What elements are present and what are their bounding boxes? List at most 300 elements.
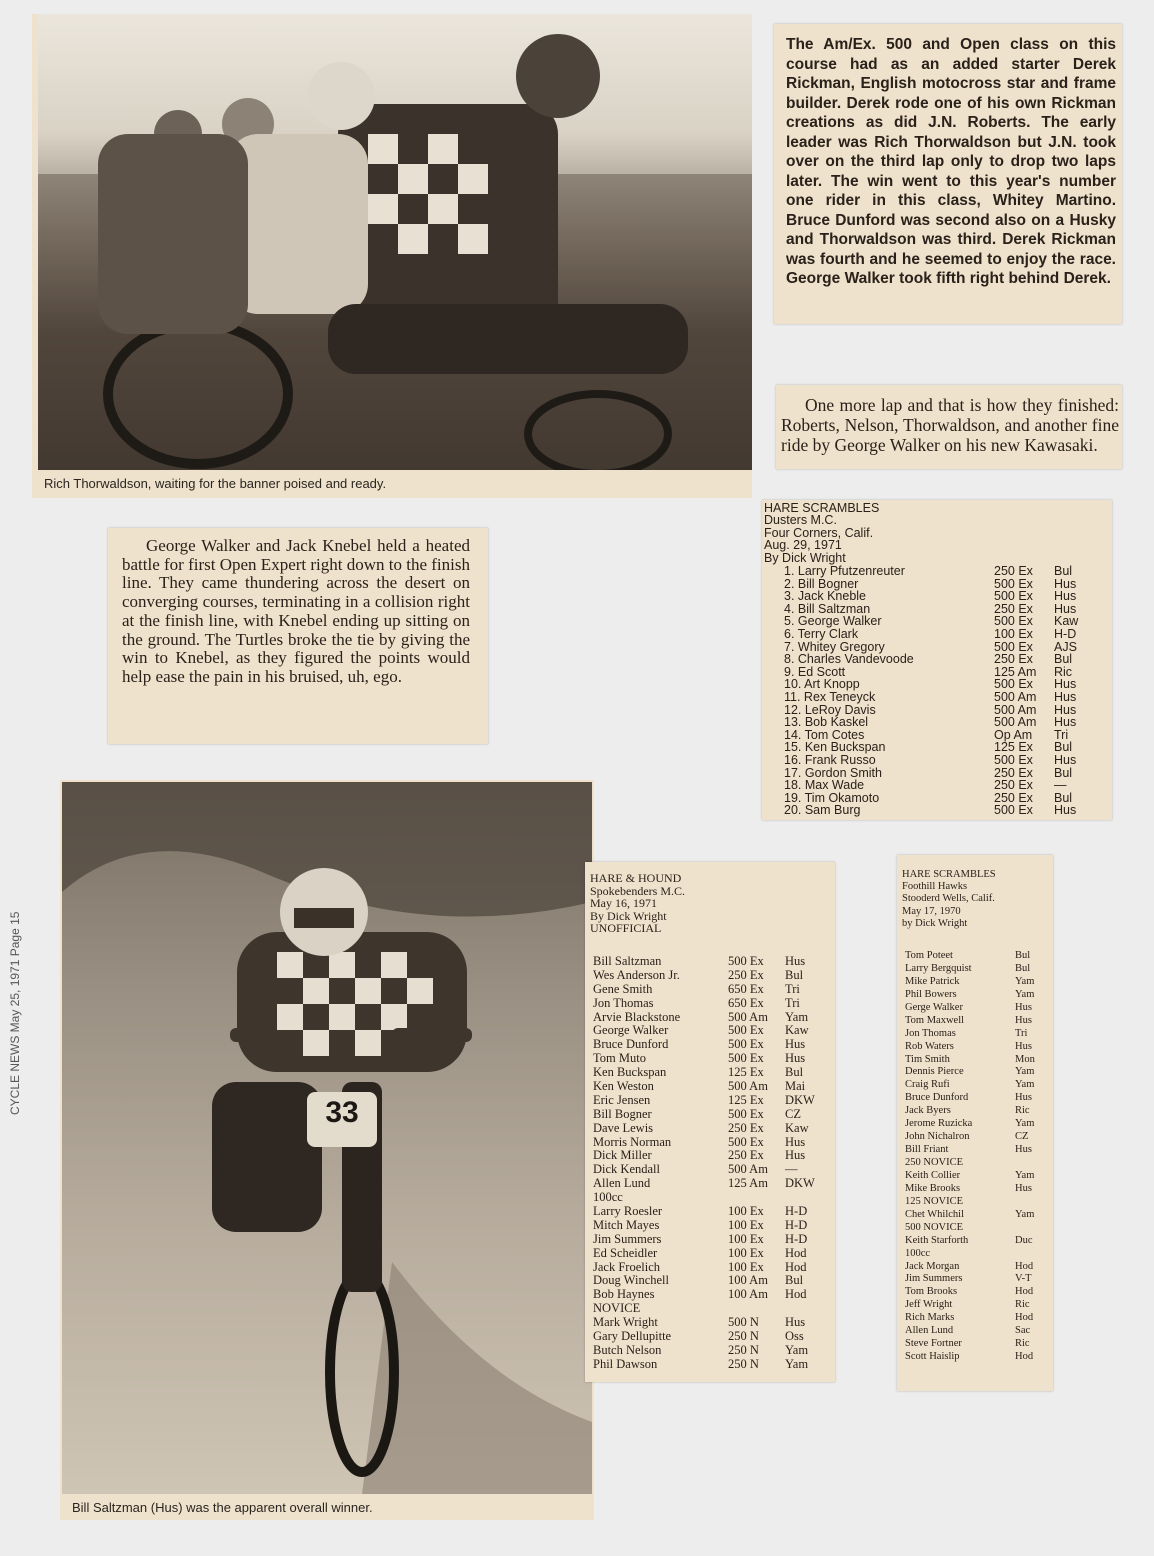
- photo-caption-bottom: Bill Saltzman (Hus) was the apparent overall winner.: [72, 1500, 373, 1515]
- results-clipping-foothill: [897, 855, 1053, 1391]
- class-entry: 500 Ex: [994, 576, 1033, 591]
- rider-name: Jon Thomas: [905, 1027, 956, 1039]
- rider-name: Steve Fortner: [905, 1338, 962, 1350]
- class-entry: Hod: [1015, 1260, 1034, 1272]
- rider-name: 250 NOVICE: [905, 1157, 964, 1168]
- make-entry: Hus: [1054, 803, 1077, 818]
- rider-name: Larry Bergquist: [905, 962, 972, 974]
- result-row: [590, 1233, 830, 1247]
- rider-name: NOVICE: [593, 1301, 641, 1316]
- photo-clipping-bottom: [60, 780, 594, 1520]
- rider-name: Ken Weston: [593, 1079, 654, 1094]
- result-row: [590, 1205, 830, 1219]
- rider-name: 100cc: [905, 1247, 931, 1259]
- make-entry: Ric: [1054, 664, 1073, 679]
- result-row: [902, 1299, 1050, 1312]
- rider-name: Tom Poteet: [905, 950, 953, 961]
- class-entry: 500 Ex: [994, 752, 1033, 767]
- result-row: [590, 1038, 830, 1052]
- make-entry: Hus: [785, 1148, 806, 1163]
- class-entry: Hod: [1015, 1286, 1034, 1298]
- result-row: [902, 1248, 1050, 1261]
- results-header-line: HARE SCRAMBLES: [764, 501, 880, 515]
- rider-name: 500 NOVICE: [905, 1221, 964, 1233]
- rider-name: Scott Haislip: [905, 1351, 960, 1363]
- results-header-line: Stooderd Wells, Calif.: [902, 893, 995, 905]
- publication-credit: CYCLE NEWS May 25, 1971 Page 15: [8, 911, 22, 1115]
- rider-name: 10. Art Knopp: [784, 677, 860, 692]
- result-row: [764, 691, 1110, 704]
- result-row: [902, 1338, 1050, 1351]
- rider-name: Tom Muto: [593, 1051, 646, 1066]
- make-entry: —: [785, 1162, 798, 1177]
- results-clipping-spokebenders: [585, 862, 835, 1382]
- make-entry: Hus: [1054, 689, 1077, 704]
- result-row: [590, 1261, 830, 1275]
- class-entry: 650 Ex: [728, 995, 764, 1010]
- class-entry: 250 Ex: [994, 564, 1033, 578]
- rider-name: 6. Terry Clark: [784, 626, 859, 641]
- class-entry: Sac: [1015, 1325, 1031, 1337]
- class-entry: 250 Ex: [994, 652, 1033, 667]
- make-entry: H-D: [785, 1217, 808, 1232]
- rider-name: 8. Charles Vandevoode: [784, 652, 914, 667]
- class-entry: 500 Ex: [994, 614, 1033, 629]
- result-row: [902, 1157, 1050, 1170]
- result-row: [764, 590, 1110, 603]
- rider-name: Mark Wright: [593, 1315, 658, 1330]
- class-entry: 500 Ex: [728, 1037, 764, 1052]
- result-row: [902, 1066, 1050, 1079]
- make-entry: Hus: [1054, 677, 1077, 692]
- rider-name: 9. Ed Scott: [784, 664, 846, 679]
- class-entry: 250 N: [728, 1329, 759, 1344]
- make-entry: Kaw: [785, 1023, 809, 1038]
- rider-name: 5. George Walker: [784, 614, 882, 629]
- make-entry: Hus: [785, 1037, 806, 1052]
- rider-name: Doug Winchell: [593, 1273, 669, 1288]
- make-entry: Bul: [1054, 652, 1073, 667]
- rider-name: 15. Ken Buckspan: [784, 740, 886, 755]
- class-entry: Ric: [1015, 1299, 1030, 1311]
- result-row: [764, 804, 1110, 817]
- result-row: [902, 1312, 1050, 1325]
- class-entry: 650 Ex: [728, 981, 764, 996]
- class-entry: 500 Am: [728, 1009, 768, 1024]
- photo-clipping-top: [32, 14, 752, 498]
- result-row: [764, 565, 1110, 578]
- class-entry: 100 Ex: [728, 1231, 764, 1246]
- rider-name: Allen Lund: [905, 1325, 954, 1337]
- results-header-line: Aug. 29, 1971: [764, 538, 842, 553]
- rider-name: Bill Friant: [905, 1144, 949, 1156]
- make-entry: CZ: [785, 1106, 801, 1121]
- result-row: [590, 1163, 830, 1177]
- class-entry: 500 N: [728, 1315, 759, 1330]
- result-row: [902, 1028, 1050, 1041]
- class-entry: Yam: [1015, 1079, 1035, 1091]
- rider-name: Bill Saltzman: [593, 954, 662, 968]
- class-entry: 500 Ex: [728, 954, 764, 968]
- rider-name: Jon Thomas: [593, 995, 654, 1010]
- result-row: [902, 1105, 1050, 1118]
- result-row: [902, 1170, 1050, 1183]
- rider-name: 11. Rex Teneyck: [784, 689, 876, 704]
- results-header-line: May 16, 1971: [590, 896, 657, 910]
- class-entry: 500 Am: [728, 1079, 768, 1094]
- class-entry: 500 Am: [994, 702, 1037, 717]
- make-entry: Yam: [785, 1356, 809, 1371]
- rider-name: Dick Kendall: [593, 1162, 660, 1177]
- class-entry: Ric: [1015, 1338, 1030, 1350]
- rider-name: Craig Rufi: [905, 1079, 950, 1091]
- results-header-line: by Dick Wright: [902, 917, 968, 929]
- rider-name: Mitch Mayes: [593, 1217, 660, 1232]
- class-entry: 250 N: [728, 1356, 759, 1371]
- result-row: [902, 1079, 1050, 1092]
- results-header-line: Dusters M.C.: [764, 513, 837, 528]
- result-row: [590, 1247, 830, 1261]
- result-row: [902, 1131, 1050, 1144]
- rider-name: Arvie Blackstone: [593, 1009, 681, 1024]
- class-entry: Bul: [1015, 950, 1031, 961]
- class-entry: Tri: [1015, 1027, 1028, 1039]
- rider-name: 13. Bob Kaskel: [784, 715, 869, 730]
- result-row: [590, 955, 830, 969]
- race-start-photo: [38, 14, 752, 470]
- rider-name: 2. Bill Bogner: [784, 576, 859, 591]
- make-entry: AJS: [1054, 639, 1077, 654]
- rider-name: 4. Bill Saltzman: [784, 601, 871, 616]
- rider-name: Jack Morgan: [905, 1260, 960, 1272]
- result-row: [902, 1196, 1050, 1209]
- result-row: [590, 1052, 830, 1066]
- class-entry: 500 Am: [728, 1162, 768, 1177]
- rider-name: 12. LeRoy Davis: [784, 702, 876, 717]
- class-entry: Hus: [1015, 1014, 1032, 1026]
- class-entry: Yam: [1015, 1118, 1035, 1130]
- results-header-line: Spokebenders M.C.: [590, 883, 685, 898]
- class-entry: 500 Ex: [728, 1106, 764, 1121]
- class-entry: 100 Ex: [728, 1204, 764, 1219]
- rider-name: Rob Waters: [905, 1040, 954, 1052]
- rider-name: Gerge Walker: [905, 1001, 963, 1013]
- rider-name: Dick Miller: [593, 1148, 652, 1163]
- rider-name: Gene Smith: [593, 981, 653, 996]
- class-entry: 100 Ex: [994, 626, 1033, 641]
- result-row: [590, 1288, 830, 1302]
- make-entry: Hus: [1054, 589, 1077, 604]
- make-entry: DKW: [785, 1176, 815, 1191]
- result-row: [590, 1011, 830, 1025]
- result-row: [902, 1273, 1050, 1286]
- class-entry: Bul: [1015, 962, 1031, 974]
- make-entry: Bul: [785, 1065, 804, 1080]
- result-row: [902, 1144, 1050, 1157]
- rider-name: Allen Lund: [593, 1176, 651, 1191]
- result-row: [764, 716, 1110, 729]
- class-entry: Yam: [1015, 988, 1035, 1000]
- rider-name: Keith Starforth: [905, 1234, 969, 1246]
- rider-name: Dave Lewis: [593, 1120, 654, 1135]
- rider-name: Jim Summers: [593, 1231, 662, 1246]
- results-header-line: Foothill Hawks: [902, 881, 968, 893]
- make-entry: Bul: [1054, 740, 1073, 755]
- rider-name: George Walker: [593, 1023, 669, 1038]
- make-entry: —: [1054, 778, 1067, 793]
- rider-name: Morris Norman: [593, 1134, 672, 1149]
- article-clipping-2: [776, 385, 1122, 469]
- rider-name: Larry Roesler: [593, 1204, 663, 1219]
- rider-name: Bob Haynes: [593, 1287, 655, 1302]
- make-entry: H-D: [1054, 626, 1077, 641]
- rider-name: Mike Patrick: [905, 975, 960, 987]
- class-entry: Yam: [1015, 1169, 1035, 1181]
- result-row: [590, 1080, 830, 1094]
- class-entry: 500 Am: [994, 715, 1037, 730]
- class-entry: 100 Ex: [728, 1259, 764, 1274]
- result-row: [764, 628, 1110, 641]
- rider-name: John Nichalron: [905, 1131, 970, 1143]
- class-entry: 125 Am: [728, 1176, 768, 1191]
- rider-name: 125 NOVICE: [905, 1195, 964, 1207]
- result-row: [764, 653, 1110, 666]
- class-entry: 100 Am: [728, 1287, 768, 1302]
- result-row: [590, 1219, 830, 1233]
- result-row: [902, 1002, 1050, 1015]
- make-entry: Hus: [785, 1315, 806, 1330]
- rider-name: Jerome Ruzicka: [905, 1118, 973, 1130]
- result-row: [902, 989, 1050, 1002]
- make-entry: Bul: [785, 967, 804, 982]
- class-entry: Yam: [1015, 1066, 1035, 1078]
- results-header-line: HARE & HOUND: [590, 871, 682, 885]
- class-entry: 250 Ex: [994, 790, 1033, 805]
- article-text-1: The Am/Ex. 500 and Open class on this course had as an added starter Derek Rickman, English motocross star and frame builder. Derek rode one of his own Rickman creations as did J.N. Roberts. The early leader was Rich Thorwaldson but J.N. took over on the third lap only to drop two laps later. The win went to this year's number one rider in this class, Whitey Martino. Bruce Dunford was second also on a Husky and Thorwaldson was third. Derek Rickman was fourth and he seemed to enjoy the race. George Walker took fifth right behind Derek.: [786, 36, 1116, 287]
- class-entry: 500 Ex: [728, 1051, 764, 1066]
- make-entry: Bul: [1054, 765, 1073, 780]
- result-row: [590, 1108, 830, 1122]
- class-entry: Yam: [1015, 975, 1035, 987]
- class-entry: 100 Ex: [728, 1245, 764, 1260]
- make-entry: Hus: [785, 1051, 806, 1066]
- rider-name: 20. Sam Burg: [784, 803, 861, 818]
- rider-name: Jack Froelich: [593, 1259, 660, 1274]
- class-entry: 500 Ex: [994, 639, 1033, 654]
- class-entry: 500 Am: [994, 689, 1037, 704]
- result-row: [590, 1149, 830, 1163]
- class-entry: CZ: [1015, 1131, 1029, 1143]
- make-entry: Hod: [785, 1259, 807, 1274]
- rider-name: 14. Tom Cotes: [784, 727, 865, 742]
- class-entry: 250 Ex: [728, 1148, 764, 1163]
- rider-name: Chet Whilchil: [905, 1208, 965, 1220]
- make-entry: Hus: [1054, 702, 1077, 717]
- result-row: [902, 1041, 1050, 1054]
- make-entry: Oss: [785, 1329, 804, 1344]
- rider-name: 17. Gordon Smith: [784, 765, 882, 780]
- rider-name: 7. Whitey Gregory: [784, 639, 885, 654]
- rider-name: Bill Bogner: [593, 1106, 652, 1121]
- make-entry: Hus: [785, 1134, 806, 1149]
- result-row: [902, 1183, 1050, 1196]
- class-entry: V-T: [1015, 1273, 1032, 1285]
- result-row: [590, 1274, 830, 1288]
- class-entry: Hus: [1015, 1001, 1032, 1013]
- make-entry: Tri: [785, 981, 800, 996]
- make-entry: Yam: [785, 1342, 809, 1357]
- results-header-line: By Dick Wright: [764, 550, 846, 565]
- rider-name: Jim Summers: [905, 1273, 963, 1285]
- rider-name: Rich Marks: [905, 1312, 955, 1324]
- make-entry: Mai: [785, 1079, 806, 1094]
- class-entry: Ric: [1015, 1105, 1030, 1117]
- make-entry: Hus: [1054, 715, 1077, 730]
- rider-name: Tom Maxwell: [905, 1014, 965, 1026]
- rider-name: Tim Smith: [905, 1053, 950, 1065]
- rider-name: Bruce Dunford: [593, 1037, 669, 1052]
- rider-name: Tom Brooks: [905, 1286, 958, 1298]
- rider-photo: [62, 782, 592, 1494]
- rider-name: Phil Dawson: [593, 1356, 658, 1371]
- class-entry: 125 Ex: [728, 1092, 764, 1107]
- result-row: [590, 1191, 830, 1205]
- class-entry: Hod: [1015, 1312, 1034, 1324]
- result-row: [902, 1209, 1050, 1222]
- rider-name: Jack Byers: [905, 1105, 951, 1117]
- result-row: [590, 1177, 830, 1191]
- results-header-line: Four Corners, Calif.: [764, 525, 874, 540]
- article-text-2: One more lap and that is how they finished: Roberts, Nelson, Thorwaldson, and another fine ride by George Walker on his new Kawasaki.: [781, 395, 1119, 455]
- result-row: [902, 1261, 1050, 1274]
- result-row: [764, 754, 1110, 767]
- rider-name: Gary Dellupitte: [593, 1329, 672, 1344]
- class-entry: Yam: [1015, 1208, 1035, 1220]
- make-entry: DKW: [785, 1092, 815, 1107]
- class-entry: 500 Ex: [728, 1134, 764, 1149]
- make-entry: Hod: [785, 1287, 807, 1302]
- rider-name: Phil Bowers: [905, 988, 957, 1000]
- result-row: [902, 1325, 1050, 1338]
- rider-name: Keith Collier: [905, 1169, 961, 1181]
- result-row: [902, 976, 1050, 989]
- rider-name: 18. Max Wade: [784, 778, 865, 793]
- result-row: [902, 1015, 1050, 1028]
- rider-name: Ken Buckspan: [593, 1065, 667, 1080]
- article-clipping-3: [108, 528, 488, 744]
- class-entry: 125 Ex: [994, 740, 1033, 755]
- article-text-3: George Walker and Jack Knebel held a heated battle for first Open Expert right down to the finish line. They came thundering across the desert on converging courses, terminating in a collision right at the finish line, with Knebel ending up sitting on the ground. The Turtles broke the tie by giving the win to Knebel, as they figured the points would help ease the pain in his bruised, uh, ego.: [122, 536, 470, 686]
- class-entry: 250 Ex: [994, 778, 1033, 793]
- class-entry: 100 Am: [728, 1273, 768, 1288]
- class-entry: 125 Am: [994, 664, 1037, 679]
- result-row: [590, 969, 830, 983]
- results-header-line: By Dick Wright: [590, 908, 667, 923]
- class-entry: 250 Ex: [728, 1120, 764, 1135]
- class-entry: 250 Ex: [728, 967, 764, 982]
- make-entry: Yam: [785, 1009, 809, 1024]
- result-row: [590, 1024, 830, 1038]
- rider-name: 1. Larry Pfutzenreuter: [784, 564, 905, 578]
- class-entry: Hod: [1015, 1351, 1034, 1363]
- result-row: [902, 1235, 1050, 1248]
- make-entry: H-D: [785, 1231, 808, 1246]
- make-entry: Hus: [1054, 601, 1077, 616]
- result-row: [902, 1222, 1050, 1235]
- result-row: [590, 1066, 830, 1080]
- rider-name: 100cc: [593, 1190, 623, 1205]
- rider-name: Ed Scheidler: [593, 1245, 658, 1260]
- result-row: [590, 1122, 830, 1136]
- rider-name: 16. Frank Russo: [784, 752, 876, 767]
- class-entry: 500 Ex: [728, 1023, 764, 1038]
- article-clipping-1: [774, 24, 1122, 324]
- make-entry: H-D: [785, 1204, 808, 1219]
- class-entry: 250 Ex: [994, 765, 1033, 780]
- class-entry: 250 Ex: [994, 601, 1033, 616]
- result-row: [590, 1094, 830, 1108]
- result-row: [590, 983, 830, 997]
- class-entry: 500 Ex: [994, 803, 1033, 818]
- result-row: [590, 997, 830, 1011]
- rider-name: 3. Jack Kneble: [784, 589, 866, 604]
- result-row: [902, 963, 1050, 976]
- result-row: [902, 1092, 1050, 1105]
- photo-caption-top: Rich Thorwaldson, waiting for the banner poised and ready.: [44, 476, 387, 491]
- result-row: [902, 1054, 1050, 1067]
- result-row: [764, 779, 1110, 792]
- make-entry: Kaw: [785, 1120, 809, 1135]
- class-entry: 125 Ex: [728, 1065, 764, 1080]
- result-row: [590, 1136, 830, 1150]
- rider-name: 19. Tim Okamoto: [784, 790, 880, 805]
- make-entry: Hod: [785, 1245, 807, 1260]
- rider-name: Dennis Pierce: [905, 1066, 964, 1078]
- class-entry: 500 Ex: [994, 677, 1033, 692]
- make-entry: Bul: [785, 1273, 804, 1288]
- results-header-line: May 17, 1970: [902, 905, 961, 917]
- rider-name: Wes Anderson Jr.: [593, 967, 680, 982]
- results-clipping-dusters: [762, 500, 1112, 820]
- make-entry: Bul: [1054, 564, 1073, 578]
- make-entry: Kaw: [1054, 614, 1079, 629]
- make-entry: Hus: [1054, 576, 1077, 591]
- results-header-line: HARE SCRAMBLES: [902, 869, 996, 880]
- result-row: [590, 1358, 830, 1372]
- result-row: [902, 1118, 1050, 1131]
- rider-name: Jeff Wright: [905, 1299, 953, 1311]
- result-row: [902, 950, 1050, 963]
- race-number-plate: 33: [325, 1096, 359, 1129]
- result-row: [590, 1302, 830, 1316]
- make-entry: Tri: [1054, 727, 1069, 742]
- result-row: [590, 1344, 830, 1358]
- make-entry: Hus: [1054, 752, 1077, 767]
- class-entry: Op Am: [994, 727, 1033, 742]
- results-header-line: UNOFFICIAL: [590, 921, 662, 935]
- class-entry: Duc: [1015, 1234, 1033, 1246]
- rider-name: Mike Brooks: [905, 1182, 961, 1194]
- class-entry: Hus: [1015, 1182, 1032, 1194]
- make-entry: Hus: [785, 954, 806, 968]
- class-entry: 250 N: [728, 1342, 759, 1357]
- result-row: [590, 1316, 830, 1330]
- make-entry: Bul: [1054, 790, 1073, 805]
- result-row: [590, 1330, 830, 1344]
- rider-name: Butch Nelson: [593, 1342, 662, 1357]
- class-entry: 100 Ex: [728, 1217, 764, 1232]
- result-row: [902, 1351, 1050, 1364]
